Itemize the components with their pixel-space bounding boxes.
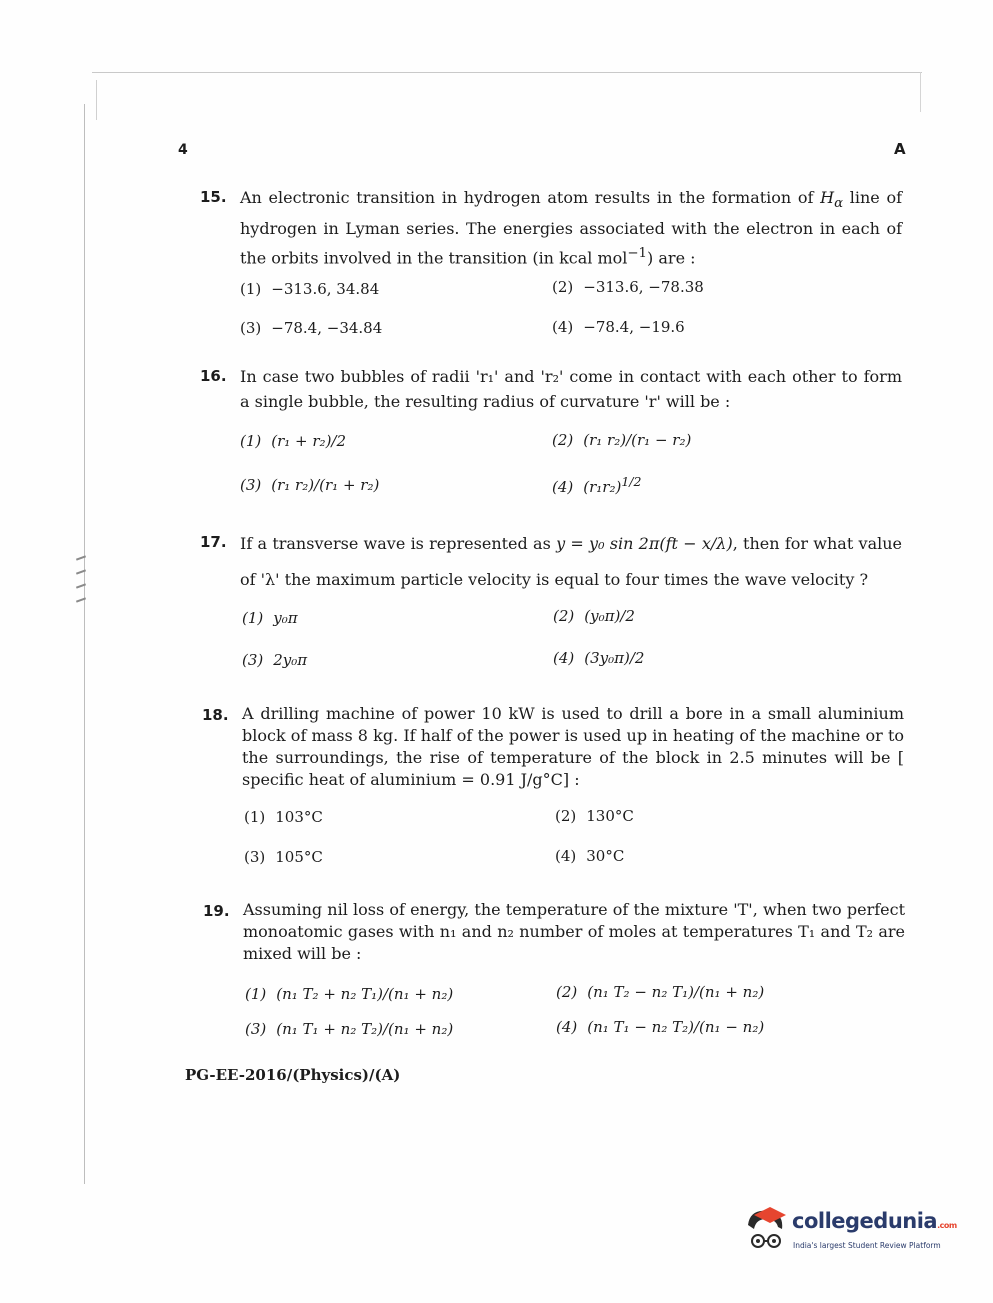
option-4: (4) −78.4, −19.6 bbox=[552, 318, 685, 336]
scan-border-left bbox=[84, 104, 85, 1184]
option-1: (1) (n₁ T₂ + n₂ T₁)/(n₁ + n₂) bbox=[245, 985, 454, 1003]
series-code: A bbox=[894, 140, 906, 158]
option-2: (2) (n₁ T₂ − n₂ T₁)/(n₁ + n₂) bbox=[556, 983, 765, 1001]
brand-tagline: India's largest Student Review Platform bbox=[793, 1241, 941, 1250]
option-3: (3) (r₁ r₂)/(r₁ + r₂) bbox=[240, 476, 380, 494]
option-2: (2) (r₁ r₂)/(r₁ − r₂) bbox=[552, 431, 692, 449]
option-1: (1) −313.6, 34.84 bbox=[240, 280, 380, 298]
option-1: (1) y₀π bbox=[242, 609, 298, 627]
option-1: (1) (r₁ + r₂)/2 bbox=[240, 432, 347, 450]
question-number: 19. bbox=[203, 902, 230, 920]
question-number: 16. bbox=[200, 367, 227, 385]
option-3: (3) 2y₀π bbox=[242, 651, 308, 669]
page-number: 4 bbox=[178, 142, 188, 158]
option-2: (2) 130°C bbox=[555, 807, 634, 825]
question-number: 15. bbox=[200, 188, 227, 206]
question-number: 18. bbox=[202, 706, 229, 724]
question-stem: A drilling machine of power 10 kW is used to drill a bore in a small aluminium block of mass 8 kg. If half of the power is used up in heating of the machine or to the surroundings, the rise of temperature of the block in 2.5 minutes will be [ specific heat of aluminium = 0.91 J/g°C] : bbox=[242, 704, 904, 789]
question-number: 17. bbox=[200, 533, 227, 551]
question-stem: An electronic transition in hydrogen atom results in the formation of $H_\alpha$ line of hydrogen in Lyman series. The energies associated with the electron in each of the orbits involved in the transition (in kcal mol$^{-1}$) are : bbox=[240, 188, 902, 268]
option-3: (3) 105°C bbox=[244, 848, 323, 866]
option-2: (2) −313.6, −78.38 bbox=[552, 278, 704, 296]
scan-border-top bbox=[92, 72, 922, 73]
question-stem: Assuming nil loss of energy, the temperature of the mixture 'T', when two perfect monoatomic gases with n₁ and n₂ number of moles at temperatures T₁ and T₂ are mixed will be : bbox=[243, 900, 905, 963]
scan-border-right bbox=[920, 72, 921, 112]
option-1: (1) 103°C bbox=[244, 808, 323, 826]
brand-name: collegedunia.com bbox=[792, 1209, 957, 1233]
wave-equation: y = y₀ sin 2π(ft − x/λ) bbox=[556, 534, 733, 553]
mascot-icon bbox=[740, 1205, 790, 1261]
option-2: (2) (y₀π)/2 bbox=[553, 607, 635, 625]
option-4: (4) $(r_1r_2)^{1/2}$ bbox=[552, 474, 642, 496]
scan-edge-marks bbox=[70, 545, 90, 635]
scan-border-left-short bbox=[96, 80, 97, 120]
collegedunia-logo bbox=[740, 1205, 970, 1265]
option-4: (4) (3y₀π)/2 bbox=[553, 649, 645, 667]
paper-code-footer: PG-EE-2016/(Physics)/(A) bbox=[185, 1066, 401, 1084]
question-stem: If a transverse wave is represented as y = y₀ sin 2π(ft − x/λ), then for what value of 'λ' the maximum particle velocity is equal to four times the wave velocity ? bbox=[240, 534, 903, 589]
option-4: (4) 30°C bbox=[555, 847, 625, 865]
option-4: (4) (n₁ T₁ − n₂ T₂)/(n₁ − n₂) bbox=[556, 1018, 765, 1036]
option-3: (3) −78.4, −34.84 bbox=[240, 319, 383, 337]
question-stem: In case two bubbles of radii 'r₁' and 'r₂' come in contact with each other to form a single bubble, the resulting radius of curvature 'r' will be : bbox=[240, 367, 902, 411]
option-3: (3) (n₁ T₁ + n₂ T₂)/(n₁ + n₂) bbox=[245, 1020, 454, 1038]
